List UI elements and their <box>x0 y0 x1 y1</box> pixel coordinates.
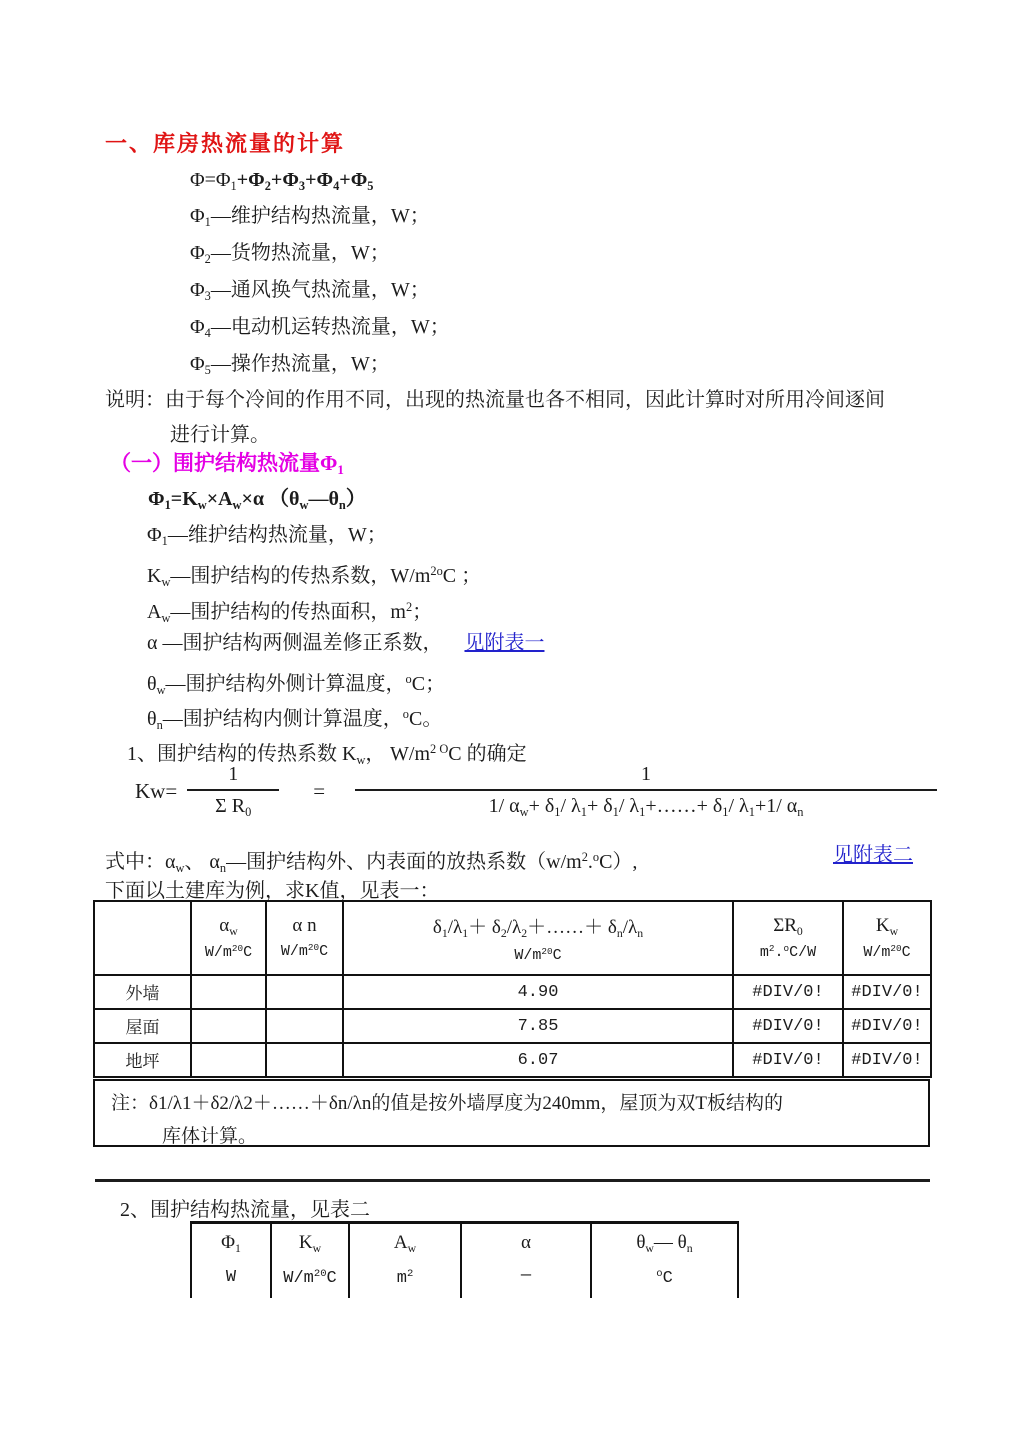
equals-sign: = <box>313 778 326 803</box>
k-value-table <box>93 900 932 1078</box>
cell-sum-r0: #DIV/0! <box>733 1043 843 1077</box>
cell-kw: #DIV/0! <box>843 975 931 1009</box>
kw-def: $K_w—$围护结构的传热系数，$W/m^{2o}C$ ； <box>147 564 482 589</box>
phi5-definition: $\Phi_5—$操作热流量，W； <box>190 353 390 377</box>
table1-header-kw: $K_w$ $W/m^{20}C$ <box>843 901 931 975</box>
shizhong-line: 式中：$\alpha_w$、 $\alpha_n—$围护结构外、内表面的放热系数$(w/m^2.^oC)$, <box>105 850 638 875</box>
table1-header-row <box>94 901 931 975</box>
cell-alpha-w <box>191 975 266 1009</box>
table1-row-wumian <box>94 1009 931 1043</box>
horizontal-divider <box>95 1179 930 1182</box>
cell-delta-lambda: 6.07 <box>343 1043 733 1077</box>
kw-lhs: Kw= <box>135 778 178 803</box>
row-label: 地坪 <box>94 1043 191 1077</box>
row-label: 外墙 <box>94 975 191 1009</box>
table1-header-empty <box>94 901 191 975</box>
aw-def: $A_w—$围护结构的传热面积，$m^2$； <box>147 600 433 625</box>
table2-header-theta-diff: $\theta_w—$ $\theta_n$ $^o$C <box>590 1224 739 1298</box>
table1-header-alpha-w: $\alpha_w$ $W/m^{20}C$ <box>191 901 266 975</box>
theta-n-def: $\theta_n—$围护结构内侧计算温度，$^o$C。 <box>147 707 443 732</box>
heat-flow-table <box>190 1221 739 1298</box>
row-label: 屋面 <box>94 1009 191 1043</box>
frac2-numerator: 1 <box>641 763 652 785</box>
phi1-def: $\Phi_1—$维护结构热流量，W； <box>147 524 387 548</box>
phi1-definition: $\Phi_1—$维护结构热流量，W； <box>190 205 430 229</box>
kw-fraction-2 <box>355 763 937 820</box>
phi1-formula: $\Phi_1=K_w\times A_w\times\alpha$ $(\theta_w—\theta_n)$ <box>148 488 366 512</box>
kw-fraction-formula <box>135 763 937 820</box>
frac1-denominator: Σ $R_0$ <box>187 789 279 820</box>
cell-sum-r0: #DIV/0! <box>733 975 843 1009</box>
remark-line1: 说明：由于每个冷间的作用不同，出现的热流量也各不相同，因此计算时对所用冷间逐间 <box>105 389 885 411</box>
table2-header-aw: $A_w$ $m^2$ <box>348 1224 460 1298</box>
cell-alpha-w <box>191 1043 266 1077</box>
section2-heading: （一）围护结构热流量$\Phi_1$ <box>110 451 344 478</box>
table1-header-sum-r0: $\Sigma R_0$ $m^2.^oC/W$ <box>733 901 843 975</box>
cell-delta-lambda: 7.85 <box>343 1009 733 1043</box>
theta-w-def: $\theta_w—$围护结构外侧计算温度，$^o$C； <box>147 672 446 697</box>
see-appendix-table2-link[interactable]: 见附表二 <box>833 844 913 866</box>
alpha-def-text: α —围护结构两侧温差修正系数， <box>147 632 443 654</box>
item2-title: 2、围护结构热流量，见表二 <box>120 1199 370 1221</box>
section1-heading: 一、库房热流量的计算 <box>105 131 346 156</box>
table2-header-kw: $K_w$ $W/m^{20}C$ <box>270 1224 348 1298</box>
table2-header-phi1: $\Phi_1$ W <box>190 1224 270 1298</box>
see-appendix-table1-link[interactable]: 见附表一 <box>464 632 545 654</box>
cell-alpha-n <box>266 1043 343 1077</box>
alpha-def <box>147 630 544 656</box>
note-line1: 注：δ1/λ1＋δ2/λ2＋……＋δn/λn的值是按外墙厚度为240mm，屋顶为双T板结构的 <box>111 1093 783 1114</box>
phi3-definition: $\Phi_3—$通风换气热流量，W； <box>190 279 430 303</box>
table1-row-waiqiang <box>94 975 931 1009</box>
total-heat-formula: $\Phi=\Phi_1+\Phi_2+\Phi_3+\Phi_4+\Phi_5$ <box>190 169 374 193</box>
item1-title: 1、围护结构的传热系数 $K_w$， $W/m^{2 O}C$ 的确定 <box>127 742 527 767</box>
cell-alpha-n <box>266 1009 343 1043</box>
table2-header-alpha: α — <box>460 1224 590 1298</box>
cell-delta-lambda: 4.90 <box>343 975 733 1009</box>
table1-row-diping <box>94 1043 931 1077</box>
remark-line2: 进行计算。 <box>170 424 270 446</box>
cell-kw: #DIV/0! <box>843 1009 931 1043</box>
phi4-definition: $\Phi_4—$电动机运转热流量，W； <box>190 316 450 340</box>
cell-sum-r0: #DIV/0! <box>733 1009 843 1043</box>
note-line2: 库体计算。 <box>162 1126 258 1147</box>
phi2-definition: $\Phi_2—$货物热流量，W； <box>190 242 390 266</box>
cell-kw: #DIV/0! <box>843 1043 931 1077</box>
kw-fraction-1 <box>187 763 279 820</box>
cell-alpha-n <box>266 975 343 1009</box>
frac1-numerator: 1 <box>228 763 239 785</box>
table1-note-box <box>93 1079 930 1147</box>
table1-header-alpha-n: α n $W/m^{20}C$ <box>266 901 343 975</box>
below-text: 下面以土建库为例，求K值，见表一： <box>105 880 440 902</box>
frac2-denominator: 1/ $\alpha_w+ \delta_1/$ $\lambda_1+ \delta_1/$ $\lambda_1+\dots\dots+ \delta_1/$ $\lambda_1+1/$ $\alpha_n$ <box>355 789 937 820</box>
cell-alpha-w <box>191 1009 266 1043</box>
table1-header-delta-lambda: $\delta_1/\lambda_1+$ $\delta_2/\lambda_2+\dots\dots+ \delta_n/\lambda_n$ $W/m^{20}C$ <box>343 901 733 975</box>
